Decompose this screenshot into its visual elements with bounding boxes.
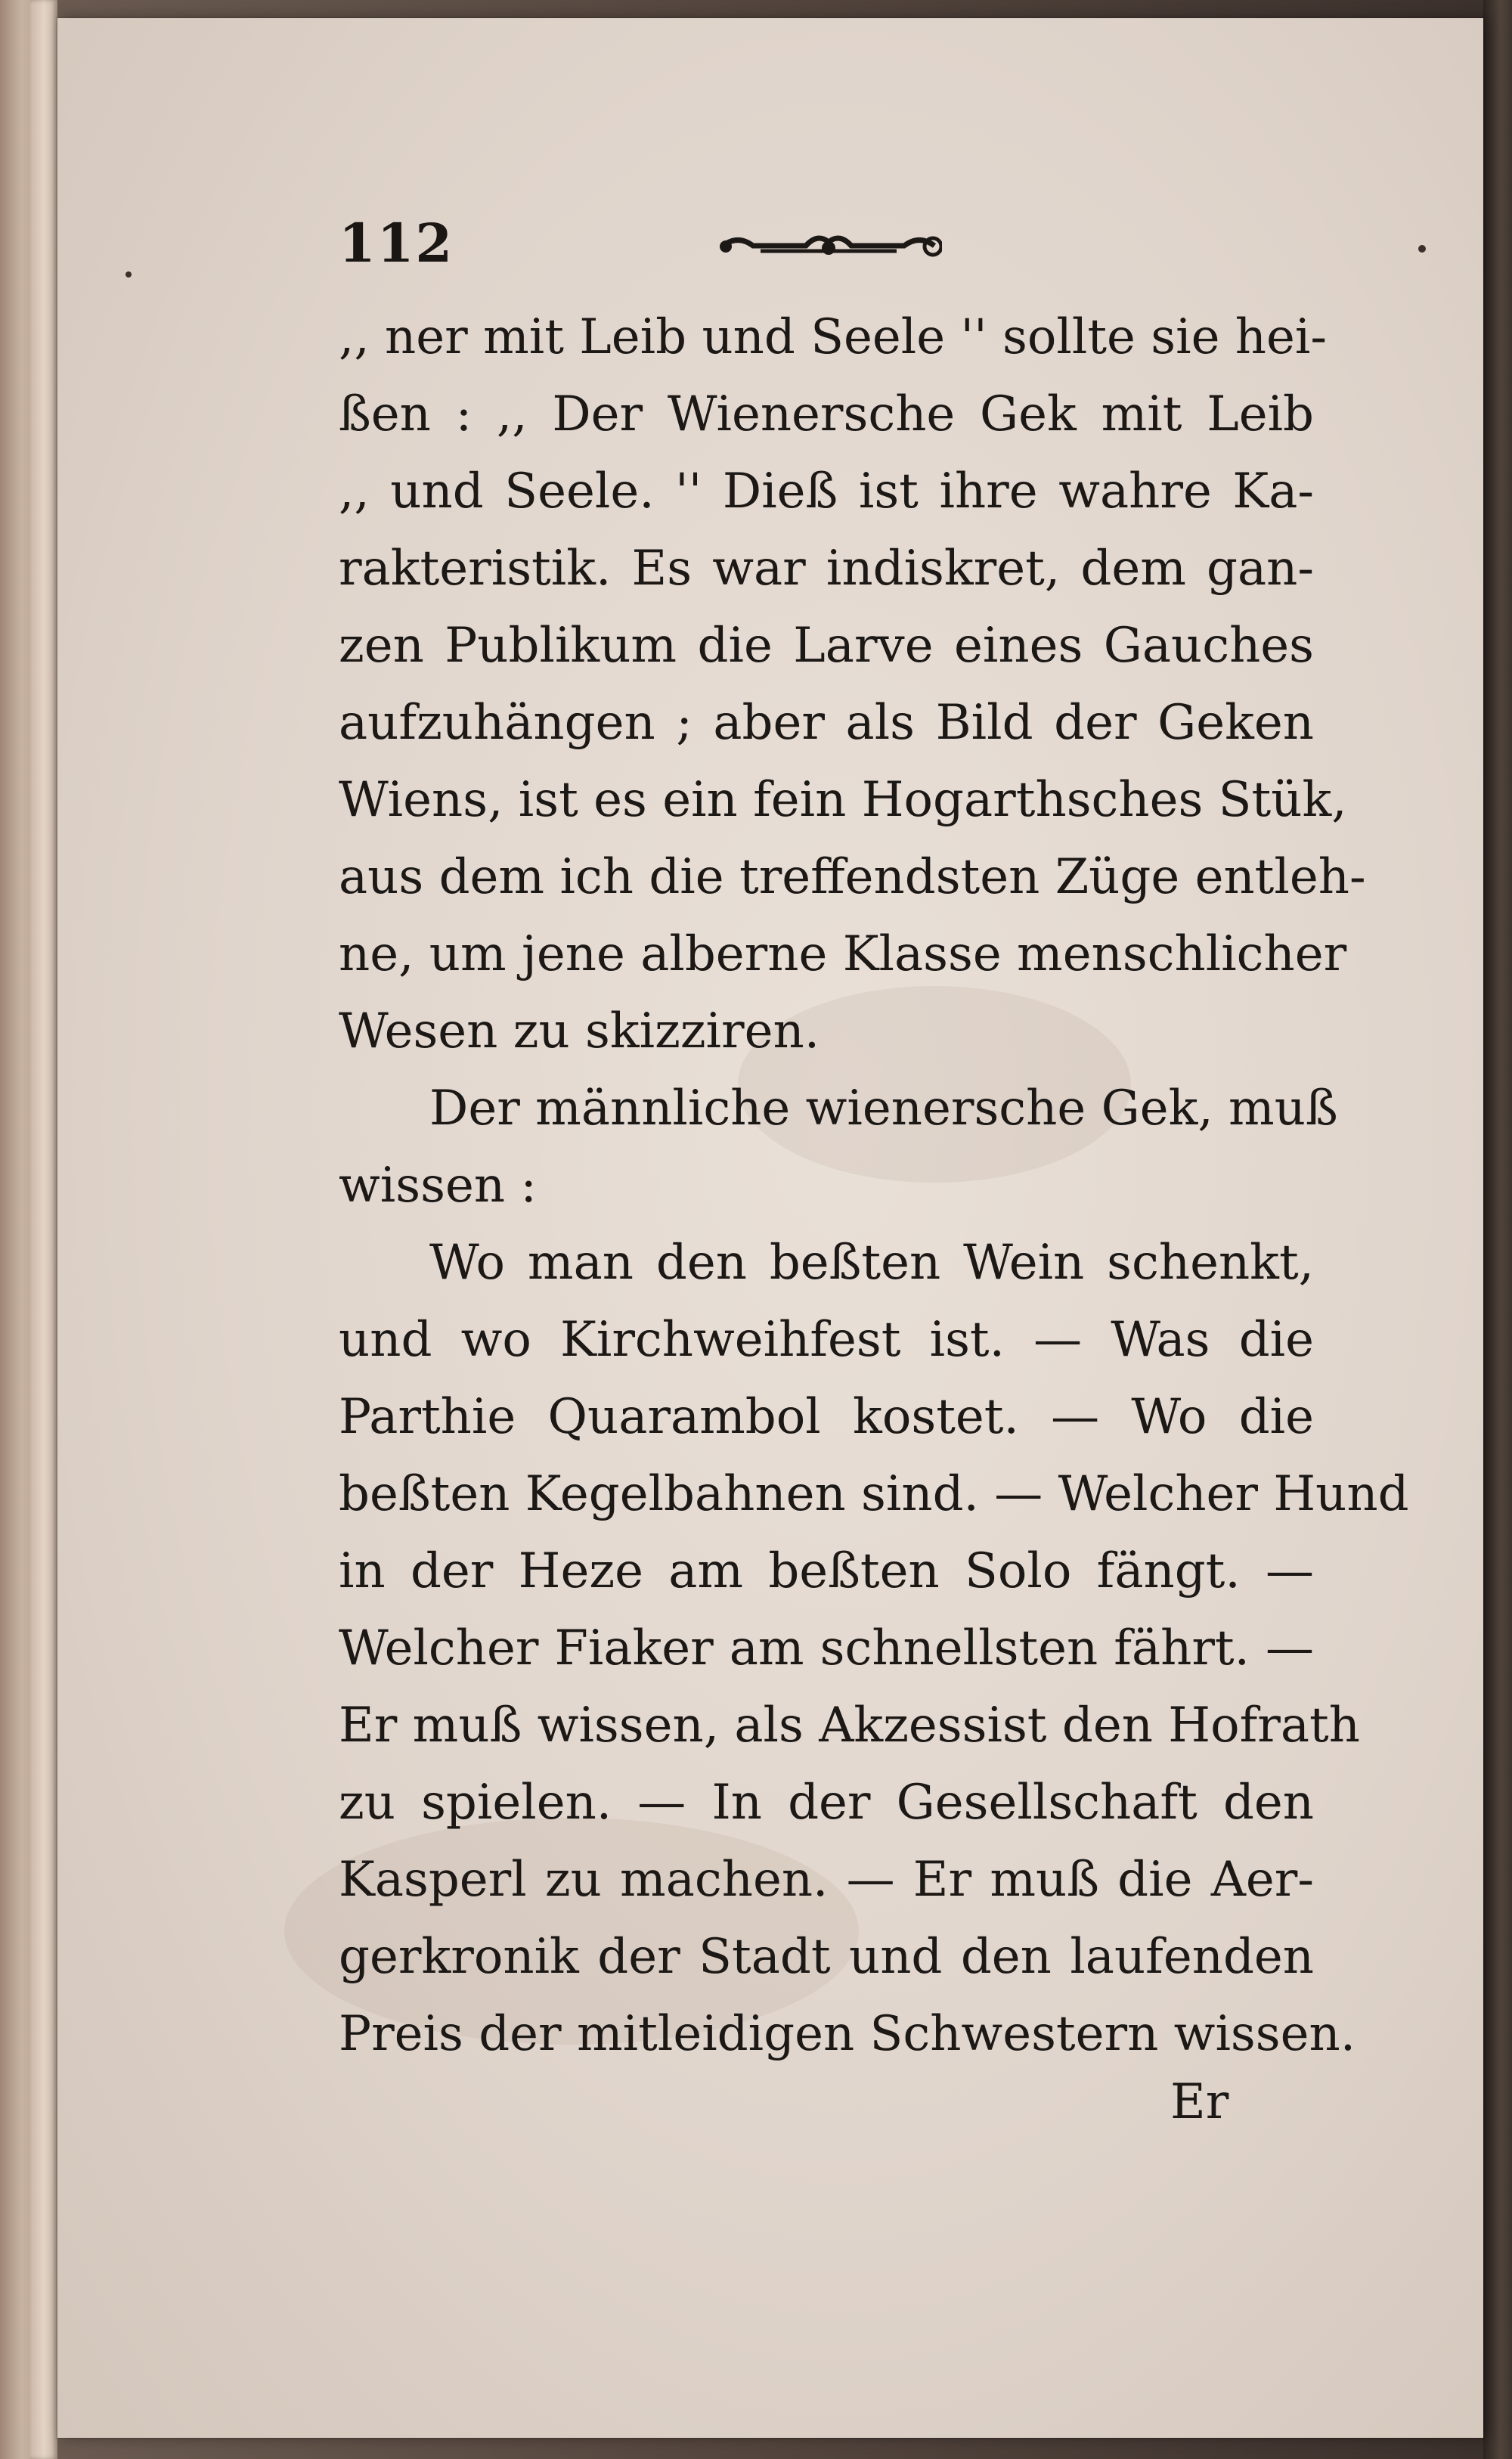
- page-number: 112: [339, 212, 454, 274]
- text-line: beßten Kegelbahnen sind. — Welcher Hund: [339, 1466, 1409, 1522]
- text-line: ßen : ,, Der Wienersche Gek mit Leib: [339, 386, 1314, 442]
- text-line: Wiens, ist es ein fein Hogarthsches Stük,: [339, 772, 1347, 828]
- page-header: [339, 204, 1314, 287]
- text-line: Parthie Quarambol kostet. — Wo die: [339, 1389, 1314, 1445]
- text-line: Wo man den beßten Wein schenkt,: [429, 1235, 1314, 1291]
- text-line: wissen :: [339, 1158, 537, 1214]
- text-line: und wo Kirchweihfest ist. — Was die: [339, 1312, 1314, 1368]
- ink-speck: [1418, 245, 1426, 253]
- text-line: in der Heze am beßten Solo fängt. —: [339, 1543, 1314, 1599]
- ink-speck: [125, 271, 132, 278]
- book-cover-edge: [1483, 0, 1512, 2459]
- page-stack-edge: [30, 0, 57, 2459]
- text-line: Der männliche wienersche Gek, muß: [429, 1081, 1338, 1136]
- text-line: Kasperl zu machen. — Er muß die Aer-: [339, 1852, 1314, 1908]
- text-line: zen Publikum die Larve eines Gauches: [339, 618, 1314, 674]
- header-ornament: [715, 212, 942, 280]
- text-line: aus dem ich die treffendsten Züge entleh-: [339, 849, 1366, 905]
- text-line: ,, und Seele. '' Dieß ist ihre wahre Ka-: [339, 464, 1314, 519]
- text-line: gerkronik der Stadt und den laufenden: [339, 1929, 1314, 1985]
- text-line: aufzuhängen ; aber als Bild der Geken: [339, 695, 1314, 751]
- text-line: Preis der mitleidigen Schwestern wissen.: [339, 2006, 1356, 2062]
- text-line: Welcher Fiaker am schnellsten fährt. —: [339, 1620, 1314, 1676]
- body-text: [339, 299, 1409, 2073]
- text-line: ,, ner mit Leib und Seele '' sollte sie hei-: [339, 309, 1327, 365]
- catchword: Er: [1170, 2074, 1229, 2130]
- text-line: rakteristik. Es war indiskret, dem gan-: [339, 541, 1314, 597]
- text-line: Wesen zu skizziren.: [339, 1003, 820, 1059]
- text-line: ne, um jene alberne Klasse menschlicher: [339, 926, 1347, 982]
- text-line: Er muß wissen, als Akzessist den Hofrath: [339, 1698, 1360, 1754]
- text-line: zu spielen. — In der Gesellschaft den: [339, 1775, 1314, 1831]
